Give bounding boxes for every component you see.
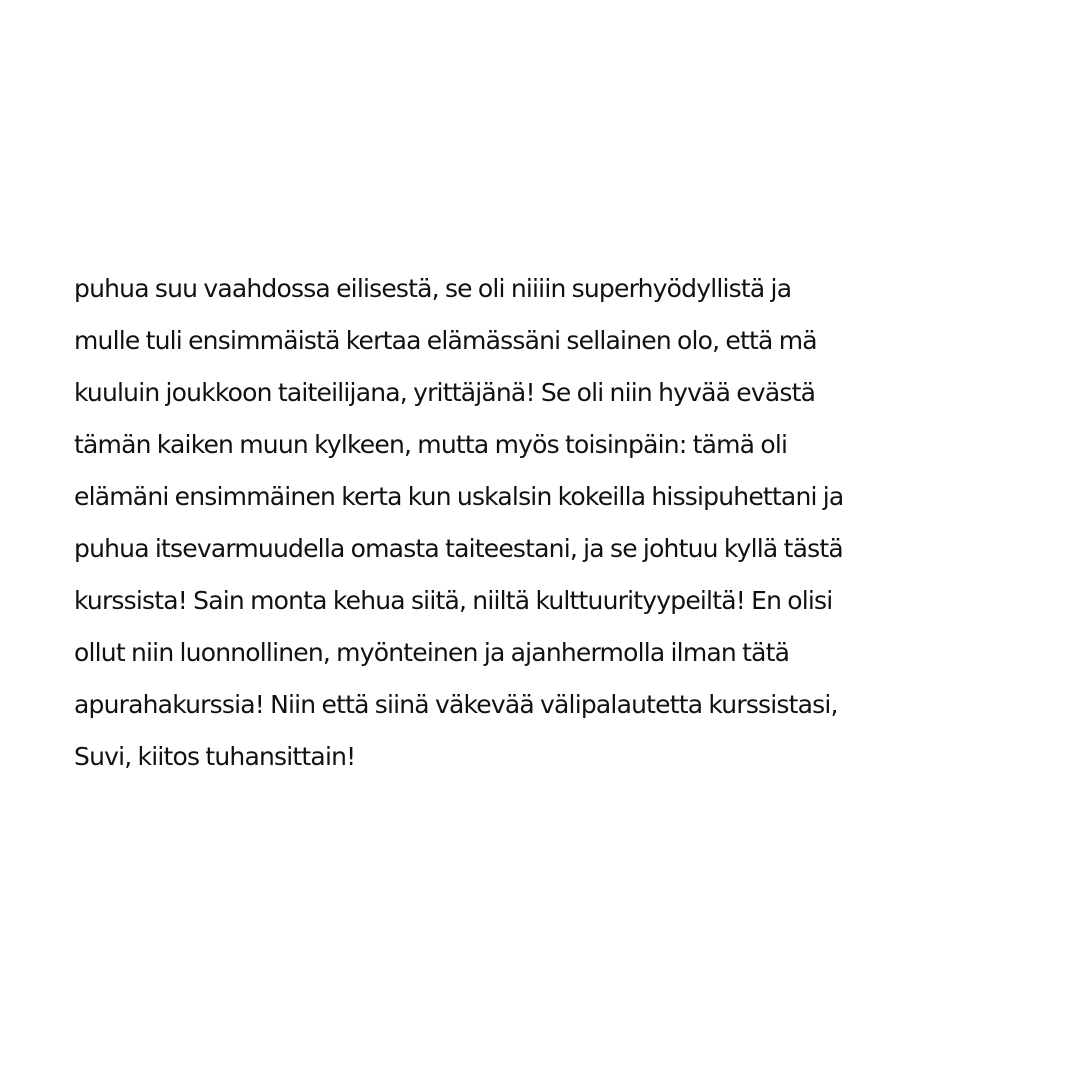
text-line-5: elämäni ensimmäinen kerta kun uskalsin kokeilla hissipuhettani ja [74, 482, 844, 511]
text-line-2: mulle tuli ensimmäistä kertaa elämässäni sellainen olo, että mä [74, 326, 817, 355]
text-line-3: kuuluin joukkoon taiteilijana, yrittäjänä! Se oli niin hyvää evästä [74, 378, 816, 407]
text-line-8: ollut niin luonnollinen, myönteinen ja ajanhermolla ilman tätä [74, 638, 790, 667]
text-line-10: Suvi, kiitos tuhansittain! [74, 742, 356, 771]
text-line-7: kurssista! Sain monta kehua siitä, niiltä kulttuurityypeiltä! En olisi [74, 586, 833, 615]
text-line-6: puhua itsevarmuudella omasta taiteestani, ja se johtuu kyllä tästä [74, 534, 843, 563]
text-line-1: puhua suu vaahdossa eilisestä, se oli niiiin superhyödyllistä ja [74, 274, 792, 303]
text-line-9: apurahakurssia! Niin että siinä väkevää välipalautetta kurssistasi, [74, 690, 838, 719]
text-paragraph [74, 263, 1034, 783]
text-line-4: tämän kaiken muun kylkeen, mutta myös toisinpäin: tämä oli [74, 430, 788, 459]
